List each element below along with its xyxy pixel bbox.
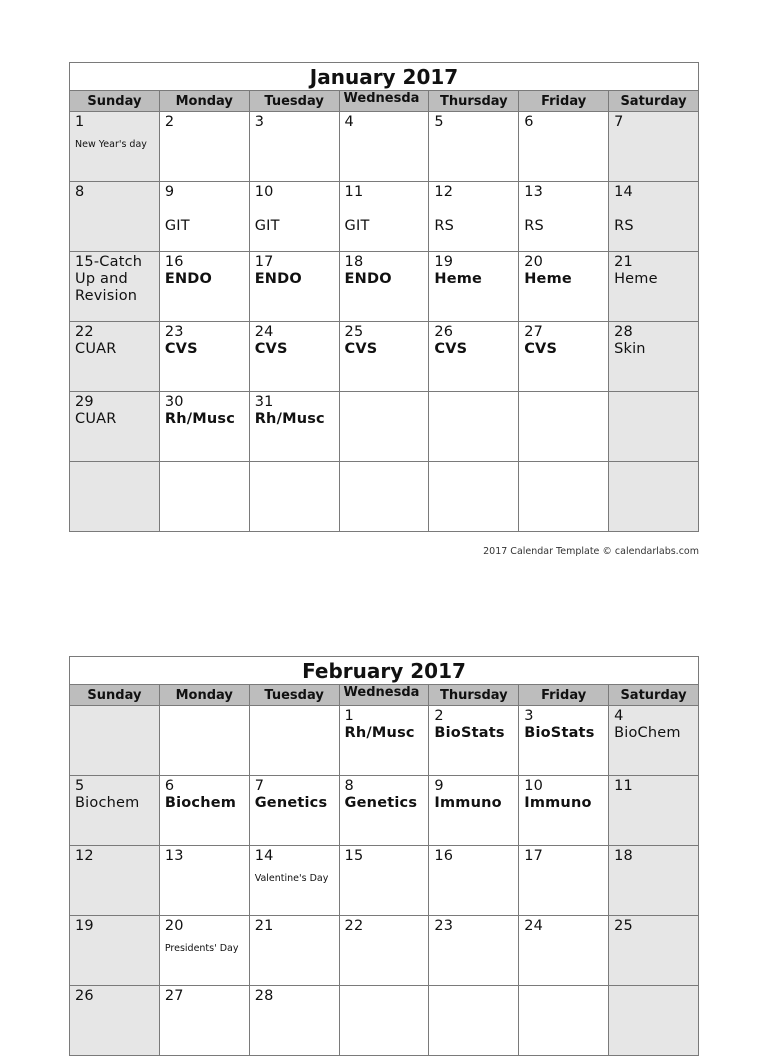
weekday-header-row xyxy=(70,685,699,706)
day-cell xyxy=(519,182,609,252)
day-cell xyxy=(159,112,249,182)
day-cell xyxy=(70,182,160,252)
day-cell xyxy=(519,252,609,322)
week-row xyxy=(70,706,699,776)
calendar-footer: 2017 Calendar Template © calendarlabs.com xyxy=(483,546,699,557)
day-cell xyxy=(159,706,249,776)
day-cell xyxy=(519,392,609,462)
day-cell xyxy=(339,252,429,322)
day-number: 4 xyxy=(614,708,624,724)
day-number: 13 xyxy=(524,184,544,200)
calendar-january xyxy=(69,62,699,532)
weekday-header: Tuesday xyxy=(249,685,339,706)
day-cell xyxy=(249,986,339,1056)
day-cell xyxy=(70,392,160,462)
day-number: 21 xyxy=(614,254,633,270)
weekday-header: Monday xyxy=(159,685,249,706)
event-label: RS xyxy=(434,218,455,234)
day-number: 17 xyxy=(254,254,274,270)
week-row xyxy=(70,322,699,392)
day-number: 18 xyxy=(614,848,633,864)
day-cell xyxy=(70,252,160,322)
event-label: RS xyxy=(614,218,634,234)
day-cell xyxy=(429,846,519,916)
day-cell xyxy=(249,112,339,182)
weekday-header: Thursday xyxy=(429,685,519,706)
day-cell xyxy=(339,916,429,986)
day-cell xyxy=(249,392,339,462)
day-number: 11 xyxy=(344,184,364,200)
holiday-label: New Year's day xyxy=(75,139,147,150)
event-label: Skin xyxy=(614,341,646,357)
day-number: 9 xyxy=(434,778,444,794)
day-cell xyxy=(339,776,429,846)
day-number: 28 xyxy=(254,988,274,1004)
day-number: 20 xyxy=(164,918,184,934)
day-number: 6 xyxy=(164,778,175,794)
day-number: 23 xyxy=(434,918,454,934)
day-cell xyxy=(609,776,699,846)
day-number: 5 xyxy=(434,114,444,130)
day-number: 7 xyxy=(254,778,265,794)
day-cell xyxy=(609,392,699,462)
day-cell xyxy=(249,706,339,776)
event-label: CUAR xyxy=(75,411,117,427)
day-cell xyxy=(339,392,429,462)
weekday-header: Friday xyxy=(519,91,609,112)
day-number: 14 xyxy=(254,848,274,864)
day-cell xyxy=(609,462,699,532)
day-cell xyxy=(159,182,249,252)
week-row xyxy=(70,916,699,986)
day-cell xyxy=(429,462,519,532)
day-number: 5 xyxy=(75,778,85,794)
day-number: 19 xyxy=(434,254,454,270)
weekday-header: Friday xyxy=(519,685,609,706)
week-row xyxy=(70,252,699,322)
week-row xyxy=(70,846,699,916)
month-title: February 2017 xyxy=(69,656,699,684)
day-cell xyxy=(429,182,519,252)
day-cell xyxy=(519,706,609,776)
day-cell xyxy=(339,846,429,916)
day-number: 22 xyxy=(75,324,94,340)
day-cell xyxy=(519,986,609,1056)
day-number: 31 xyxy=(254,394,274,410)
event-label: Heme xyxy=(434,271,483,287)
day-number: 27 xyxy=(524,324,544,340)
day-cell xyxy=(159,986,249,1056)
day-number: 2 xyxy=(164,114,175,130)
day-number: 10 xyxy=(524,778,544,794)
month-grid xyxy=(69,684,699,1056)
day-number: 6 xyxy=(524,114,534,130)
day-cell xyxy=(159,322,249,392)
day-number: 22 xyxy=(344,918,364,934)
day-cell xyxy=(519,462,609,532)
day-cell xyxy=(70,706,160,776)
weekday-header: Monday xyxy=(159,91,249,112)
day-cell xyxy=(159,846,249,916)
day-cell xyxy=(249,916,339,986)
day-cell xyxy=(70,916,160,986)
day-number: 18 xyxy=(344,254,364,270)
day-cell xyxy=(429,252,519,322)
day-cell xyxy=(159,392,249,462)
day-number: 20 xyxy=(524,254,544,270)
day-number: 8 xyxy=(344,778,354,794)
day-cell xyxy=(429,112,519,182)
day-cell xyxy=(519,112,609,182)
day-number: 23 xyxy=(164,324,184,340)
day-number: 13 xyxy=(164,848,184,864)
weekday-header: Sunday xyxy=(70,91,160,112)
weekday-header: Tuesday xyxy=(249,91,339,112)
event-label: Immuno xyxy=(524,795,592,811)
day-cell xyxy=(249,776,339,846)
weekday-header: Wednesda xyxy=(339,685,429,706)
day-number: 29 xyxy=(75,394,94,410)
day-cell xyxy=(429,706,519,776)
weekday-header: Sunday xyxy=(70,685,160,706)
event-label: Genetics xyxy=(344,795,418,811)
day-cell xyxy=(70,322,160,392)
event-label: Biochem xyxy=(75,795,140,811)
week-row xyxy=(70,182,699,252)
day-cell xyxy=(609,706,699,776)
event-label: Immuno xyxy=(434,795,502,811)
holiday-label: Presidents' Day xyxy=(164,943,239,954)
day-number: 17 xyxy=(524,848,544,864)
event-label: GIT xyxy=(254,218,280,234)
event-label: Rh/Musc xyxy=(164,411,236,427)
day-number: 12 xyxy=(434,184,454,200)
event-label: Genetics xyxy=(254,795,328,811)
day-cell xyxy=(609,846,699,916)
event-label: ENDO xyxy=(254,271,302,287)
day-cell xyxy=(429,322,519,392)
event-label: BioStats xyxy=(434,725,505,741)
day-cell xyxy=(429,776,519,846)
day-cell xyxy=(339,706,429,776)
day-cell xyxy=(429,916,519,986)
event-label: BioChem xyxy=(614,725,681,741)
event-label: Rh/Musc xyxy=(344,725,415,741)
day-number: 15 xyxy=(344,848,364,864)
day-cell xyxy=(519,846,609,916)
event-label: RS xyxy=(524,218,544,234)
week-row xyxy=(70,986,699,1056)
event-label: CVS xyxy=(164,341,198,357)
day-number: 11 xyxy=(614,778,633,794)
day-cell xyxy=(519,916,609,986)
day-cell xyxy=(429,392,519,462)
month-title: January 2017 xyxy=(69,62,699,90)
event-label: ENDO xyxy=(164,271,213,287)
day-cell xyxy=(70,986,160,1056)
day-cell xyxy=(609,252,699,322)
day-cell xyxy=(339,462,429,532)
day-number: 2 xyxy=(434,708,444,724)
day-cell xyxy=(249,322,339,392)
day-number: 26 xyxy=(75,988,94,1004)
day-cell xyxy=(609,182,699,252)
day-number: 7 xyxy=(614,114,624,130)
day-cell xyxy=(159,916,249,986)
day-cell xyxy=(159,776,249,846)
day-cell xyxy=(519,776,609,846)
day-number: 24 xyxy=(524,918,544,934)
event-label: CVS xyxy=(254,341,288,357)
day-number: 3 xyxy=(254,114,265,130)
day-cell xyxy=(249,462,339,532)
day-cell xyxy=(519,322,609,392)
day-number: 26 xyxy=(434,324,454,340)
event-label: CUAR xyxy=(75,341,117,357)
day-cell xyxy=(339,182,429,252)
weekday-header-row xyxy=(70,91,699,112)
weekday-header: Saturday xyxy=(609,685,699,706)
month-grid xyxy=(69,90,699,532)
event-label: CVS xyxy=(524,341,558,357)
day-number: 1 xyxy=(75,114,85,130)
holiday-label: Valentine's Day xyxy=(254,873,329,884)
day-cell xyxy=(339,322,429,392)
event-label: BioStats xyxy=(524,725,595,741)
day-cell xyxy=(249,846,339,916)
day-number: 16 xyxy=(434,848,454,864)
event-label: ENDO xyxy=(344,271,392,287)
day-number: 25 xyxy=(614,918,633,934)
weekday-header: Thursday xyxy=(429,91,519,112)
event-label: GIT xyxy=(344,218,370,234)
event-label: GIT xyxy=(164,218,190,234)
event-label: CVS xyxy=(434,341,468,357)
day-cell xyxy=(159,252,249,322)
day-cell xyxy=(609,112,699,182)
day-number: 21 xyxy=(254,918,274,934)
event-label: Heme xyxy=(524,271,572,287)
day-cell xyxy=(70,846,160,916)
week-row xyxy=(70,392,699,462)
day-number: 4 xyxy=(344,114,354,130)
day-number: 10 xyxy=(254,184,274,200)
day-cell xyxy=(609,986,699,1056)
calendar-february xyxy=(69,656,699,1056)
day-number: 12 xyxy=(75,848,94,864)
weekday-header: Saturday xyxy=(609,91,699,112)
day-cell xyxy=(70,776,160,846)
day-cell xyxy=(159,462,249,532)
day-cell xyxy=(609,916,699,986)
event-label: Rh/Musc xyxy=(254,411,325,427)
day-cell xyxy=(339,112,429,182)
day-number: 8 xyxy=(75,184,85,200)
week-row xyxy=(70,112,699,182)
day-cell xyxy=(429,986,519,1056)
day-number: 25 xyxy=(344,324,364,340)
event-label: CVS xyxy=(344,341,378,357)
week-row xyxy=(70,776,699,846)
day-number: 24 xyxy=(254,324,274,340)
weekday-header: Wednesda xyxy=(339,91,429,112)
day-number: 15-Catch Up and Revision xyxy=(75,254,143,304)
day-number: 14 xyxy=(614,184,633,200)
day-cell xyxy=(609,322,699,392)
day-number: 16 xyxy=(164,254,184,270)
day-number: 30 xyxy=(164,394,184,410)
day-cell xyxy=(70,462,160,532)
day-cell xyxy=(70,112,160,182)
day-number: 1 xyxy=(344,708,354,724)
day-cell xyxy=(249,182,339,252)
day-cell xyxy=(249,252,339,322)
week-row xyxy=(70,462,699,532)
day-cell xyxy=(339,986,429,1056)
day-number: 27 xyxy=(164,988,184,1004)
event-label: Heme xyxy=(614,271,658,287)
day-number: 28 xyxy=(614,324,633,340)
event-label: Biochem xyxy=(164,795,237,811)
day-number: 19 xyxy=(75,918,94,934)
day-number: 9 xyxy=(164,184,175,200)
day-number: 3 xyxy=(524,708,534,724)
